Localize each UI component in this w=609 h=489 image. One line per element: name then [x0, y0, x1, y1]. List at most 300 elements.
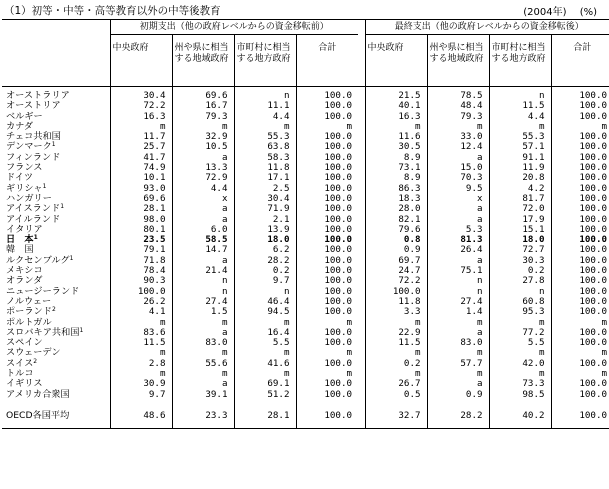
country-label: 韓 国: [6, 244, 34, 256]
cell-central: m: [110, 369, 172, 379]
cell-central-final: 21.5: [365, 91, 427, 101]
cell-regional-final: 48.4: [427, 101, 489, 111]
cell-local-final: 30.3: [489, 256, 551, 266]
cell-regional-final: 81.3: [427, 235, 489, 245]
cell-total-final: 100.0: [551, 132, 609, 142]
cell-regional: 69.6: [172, 91, 234, 101]
cell-regional-final: 15.0: [427, 163, 489, 173]
unit-label: (%): [579, 7, 597, 18]
cell-central: 69.6: [110, 194, 172, 204]
country-label: オーストラリア: [6, 90, 70, 101]
cell-central-final: 0.2: [365, 359, 427, 369]
cell-total: 100.0: [296, 163, 358, 173]
cell-local: 2.5: [234, 184, 296, 194]
table-row: [2, 101, 609, 111]
cell-total-final: 100.0: [551, 153, 609, 163]
cell-central-final: 11.5: [365, 338, 427, 348]
cell-central-final: 0.5: [365, 390, 427, 400]
cell-total-final: 100.0: [551, 91, 609, 101]
cell-total-final: 100.0: [551, 359, 609, 369]
cell-total: 100.0: [296, 204, 358, 214]
header-regional: 州や県に相当する地域政府: [172, 35, 234, 87]
header-regional-final: 州や県に相当する地域政府: [427, 35, 489, 87]
table-row: [2, 276, 609, 286]
country-label: デンマーク: [6, 141, 52, 153]
cell-total: 100.0: [296, 184, 358, 194]
cell-local-final: 4.4: [489, 112, 551, 122]
cell-regional: 21.4: [172, 266, 234, 276]
table-meta: [513, 3, 597, 18]
cell-regional: m: [172, 122, 234, 132]
cell-central: m: [110, 318, 172, 328]
cell-local: 51.2: [234, 390, 296, 400]
cell-central-final: m: [365, 369, 427, 379]
footnote-marker: 1: [60, 203, 65, 211]
table-row: [2, 256, 609, 266]
cell-regional: 23.3: [172, 404, 234, 429]
cell-central-final: 11.6: [365, 132, 427, 142]
expenditure-table: [2, 19, 609, 429]
cell-total-final: m: [551, 122, 609, 132]
cell-local: 28.2: [234, 256, 296, 266]
cell-central: 10.1: [110, 173, 172, 183]
group-final: 最終支出（他の政府レベルからの資金移転後）: [365, 20, 609, 35]
cell-total: 100.0: [296, 112, 358, 122]
cell-local-final: 72.0: [489, 204, 551, 214]
cell-total: m: [296, 318, 358, 328]
cell-regional: a: [172, 328, 234, 338]
cell-local: m: [234, 122, 296, 132]
cell-total: 100.0: [296, 142, 358, 152]
cell-local: m: [234, 318, 296, 328]
cell-total: 100.0: [296, 194, 358, 204]
table-row: [2, 318, 609, 328]
cell-local: 69.1: [234, 379, 296, 389]
cell-total-final: m: [551, 348, 609, 358]
cell-central-final: 8.9: [365, 173, 427, 183]
cell-central-final: 30.5: [365, 142, 427, 152]
cell-local-final: 42.0: [489, 359, 551, 369]
cell-total-final: 100.0: [551, 307, 609, 317]
corner-cell: [2, 20, 110, 35]
cell-total-final: 100.0: [551, 390, 609, 400]
header-central-final: 中央政府: [365, 35, 427, 87]
cell-central: 72.2: [110, 101, 172, 111]
cell-regional: a: [172, 256, 234, 266]
country-name: [2, 390, 110, 400]
cell-central: 25.7: [110, 142, 172, 152]
cell-local-final: 4.2: [489, 184, 551, 194]
cell-total-final: 100.0: [551, 215, 609, 225]
cell-central: 11.5: [110, 338, 172, 348]
cell-central-final: 8.9: [365, 153, 427, 163]
table-row: [2, 245, 609, 255]
cell-local: 71.9: [234, 204, 296, 214]
cell-central: 79.1: [110, 245, 172, 255]
cell-regional: n: [172, 276, 234, 286]
cell-local: 17.1: [234, 173, 296, 183]
cell-local: 46.4: [234, 297, 296, 307]
cell-total-final: 100.0: [551, 112, 609, 122]
cell-local-final: 15.1: [489, 225, 551, 235]
country-label: スロバキア共和国: [6, 326, 80, 338]
cell-regional: a: [172, 153, 234, 163]
cell-local-final: 95.3: [489, 307, 551, 317]
country-label: ベルギー: [6, 110, 43, 122]
cell-local-final: 91.1: [489, 153, 551, 163]
cell-regional-final: a: [427, 153, 489, 163]
country-label: トルコ: [6, 368, 34, 380]
cell-total-final: 100.0: [551, 328, 609, 338]
cell-regional: 16.7: [172, 101, 234, 111]
cell-local: 0.2: [234, 266, 296, 276]
cell-total-final: 100.0: [551, 204, 609, 214]
cell-total-final: 100.0: [551, 245, 609, 255]
cell-regional-final: m: [427, 348, 489, 358]
cell-regional-final: 75.1: [427, 266, 489, 276]
cell-total-final: 100.0: [551, 379, 609, 389]
cell-regional-final: m: [427, 122, 489, 132]
cell-total: 100.0: [296, 245, 358, 255]
cell-regional: 27.4: [172, 297, 234, 307]
cell-total: 100.0: [296, 153, 358, 163]
cell-total-final: 100.0: [551, 404, 609, 429]
country-label: アイルランド: [6, 213, 61, 225]
cell-local-final: 20.8: [489, 173, 551, 183]
cell-regional: 4.4: [172, 184, 234, 194]
cell-regional: a: [172, 379, 234, 389]
header-local-final: 市町村に相当する地方政府: [489, 35, 551, 87]
cell-regional-final: 0.9: [427, 390, 489, 400]
cell-regional-final: m: [427, 369, 489, 379]
cell-regional: a: [172, 204, 234, 214]
cell-local: 63.8: [234, 142, 296, 152]
cell-local-final: m: [489, 348, 551, 358]
cell-central-final: 24.7: [365, 266, 427, 276]
cell-local-final: 98.5: [489, 390, 551, 400]
table-row: [2, 338, 609, 348]
cell-central-final: 28.0: [365, 204, 427, 214]
cell-central-final: 72.2: [365, 276, 427, 286]
cell-total: 100.0: [296, 404, 358, 429]
country-label: アイスランド: [6, 203, 61, 215]
cell-local: 58.3: [234, 153, 296, 163]
table-row: [2, 132, 609, 142]
cell-total: 100.0: [296, 390, 358, 400]
cell-total: 100.0: [296, 215, 358, 225]
country-name: [2, 404, 110, 429]
table-row: [2, 153, 609, 163]
cell-central: 78.4: [110, 266, 172, 276]
country-label: ドイツ: [6, 172, 34, 184]
cell-total-final: m: [551, 318, 609, 328]
cell-regional-final: 78.5: [427, 91, 489, 101]
group-initial: 初期支出（他の政府レベルからの資金移転前）: [110, 20, 358, 35]
average-row: [2, 404, 609, 429]
cell-regional: m: [172, 348, 234, 358]
table-row: [2, 184, 609, 194]
cell-local: 13.9: [234, 225, 296, 235]
cell-local: m: [234, 369, 296, 379]
cell-central: 2.8: [110, 359, 172, 369]
footnote-marker: 1: [33, 234, 38, 242]
country-label: スイス: [6, 357, 34, 369]
cell-regional: a: [172, 215, 234, 225]
header-central: 中央政府: [110, 35, 172, 87]
cell-central-final: 86.3: [365, 184, 427, 194]
footnote-marker: 1: [69, 254, 74, 262]
country-label: ポルトガル: [6, 316, 52, 328]
cell-central: 71.8: [110, 256, 172, 266]
cell-regional: 10.5: [172, 142, 234, 152]
cell-central: 100.0: [110, 287, 172, 297]
cell-local: 6.2: [234, 245, 296, 255]
cell-total-final: 100.0: [551, 194, 609, 204]
cell-local-final: 73.3: [489, 379, 551, 389]
cell-regional-final: a: [427, 215, 489, 225]
cell-regional: x: [172, 194, 234, 204]
footnote-marker: 1: [79, 326, 84, 334]
cell-total: 100.0: [296, 359, 358, 369]
cell-total: 100.0: [296, 276, 358, 286]
cell-total: 100.0: [296, 173, 358, 183]
cell-local: 5.5: [234, 338, 296, 348]
cell-regional-final: x: [427, 194, 489, 204]
cell-central-final: 79.6: [365, 225, 427, 235]
cell-local: m: [234, 348, 296, 358]
cell-central-final: m: [365, 348, 427, 358]
country-label: ハンガリー: [6, 192, 52, 204]
footnote-marker: 1: [51, 141, 56, 149]
table-row: [2, 328, 609, 338]
table-row: [2, 225, 609, 235]
cell-regional-final: 26.4: [427, 245, 489, 255]
table-row: [2, 359, 609, 369]
cell-local-final: 72.7: [489, 245, 551, 255]
cell-local: 41.6: [234, 359, 296, 369]
cell-central: m: [110, 348, 172, 358]
cell-total-final: 100.0: [551, 266, 609, 276]
country-label: スペイン: [6, 337, 43, 349]
country-label: アメリカ合衆国: [6, 388, 70, 400]
cell-total: 100.0: [296, 225, 358, 235]
country-label: カナダ: [6, 120, 34, 132]
cell-total: 100.0: [296, 287, 358, 297]
cell-local-final: 77.2: [489, 328, 551, 338]
country-label: ルクセンブルグ: [6, 254, 70, 266]
cell-central-final: 32.7: [365, 404, 427, 429]
country-label: ポーランド: [6, 306, 52, 318]
cell-central-final: 22.9: [365, 328, 427, 338]
cell-local-final: m: [489, 122, 551, 132]
table-row: [2, 112, 609, 122]
table-row: [2, 215, 609, 225]
cell-regional: 55.6: [172, 359, 234, 369]
cell-local-final: n: [489, 91, 551, 101]
cell-total-final: 100.0: [551, 184, 609, 194]
cell-regional: 1.5: [172, 307, 234, 317]
country-label: オーストリア: [6, 100, 61, 112]
table-row: [2, 297, 609, 307]
country-label: フィンランド: [6, 151, 61, 163]
cell-local: 9.7: [234, 276, 296, 286]
cell-central: 48.6: [110, 404, 172, 429]
country-label: OECD各国平均: [6, 409, 70, 421]
cell-central: 80.1: [110, 225, 172, 235]
cell-total-final: 100.0: [551, 287, 609, 297]
cell-central-final: 69.7: [365, 256, 427, 266]
cell-central: 28.1: [110, 204, 172, 214]
country-label: イタリア: [6, 223, 43, 235]
cell-regional-final: 28.2: [427, 404, 489, 429]
cell-local-final: 27.8: [489, 276, 551, 286]
cell-local-final: 11.5: [489, 101, 551, 111]
cell-total-final: 100.0: [551, 297, 609, 307]
cell-regional: m: [172, 318, 234, 328]
cell-central: 4.1: [110, 307, 172, 317]
cell-local-final: 40.2: [489, 404, 551, 429]
cell-central-final: 0.8: [365, 235, 427, 245]
cell-regional: 83.0: [172, 338, 234, 348]
cell-total: 100.0: [296, 101, 358, 111]
cell-local-final: 81.7: [489, 194, 551, 204]
cell-local: 28.1: [234, 404, 296, 429]
country-label: フランス: [6, 162, 43, 174]
cell-total-final: 100.0: [551, 101, 609, 111]
table-row: [2, 122, 609, 132]
footnote-marker: 2: [51, 306, 56, 314]
table-row: [2, 369, 609, 379]
cell-regional-final: a: [427, 328, 489, 338]
country-label: オランダ: [6, 275, 43, 287]
table-row: [2, 91, 609, 101]
cell-regional-final: 57.7: [427, 359, 489, 369]
footnote-marker: 1: [42, 182, 47, 190]
cell-local-final: n: [489, 287, 551, 297]
table-row: [2, 390, 609, 400]
table-row: [2, 235, 609, 245]
cell-total: m: [296, 122, 358, 132]
cell-local-final: 55.3: [489, 132, 551, 142]
cell-central: 74.9: [110, 163, 172, 173]
cell-regional-final: 12.4: [427, 142, 489, 152]
cell-central: 11.7: [110, 132, 172, 142]
cell-total-final: 100.0: [551, 163, 609, 173]
table-row: [2, 194, 609, 204]
cell-local: 16.4: [234, 328, 296, 338]
cell-local: 94.5: [234, 307, 296, 317]
country-label: スウェーデン: [6, 347, 61, 359]
cell-regional: 14.7: [172, 245, 234, 255]
cell-regional-final: n: [427, 287, 489, 297]
cell-total-final: 100.0: [551, 256, 609, 266]
cell-central: 98.0: [110, 215, 172, 225]
cell-central: 9.7: [110, 390, 172, 400]
cell-regional-final: 27.4: [427, 297, 489, 307]
cell-central: 16.3: [110, 112, 172, 122]
cell-local-final: 60.8: [489, 297, 551, 307]
cell-central: 41.7: [110, 153, 172, 163]
cell-central-final: 40.1: [365, 101, 427, 111]
cell-local: n: [234, 287, 296, 297]
cell-local: 30.4: [234, 194, 296, 204]
cell-central: 93.0: [110, 184, 172, 194]
cell-local-final: 17.9: [489, 215, 551, 225]
cell-total: 100.0: [296, 328, 358, 338]
cell-central-final: m: [365, 318, 427, 328]
header-total: 合計: [296, 35, 358, 87]
country-label: ノルウェー: [6, 295, 52, 307]
footnote-marker: 2: [33, 357, 38, 365]
cell-regional-final: 79.3: [427, 112, 489, 122]
cell-regional-final: a: [427, 379, 489, 389]
cell-central-final: m: [365, 122, 427, 132]
header-local: 市町村に相当する地方政府: [234, 35, 296, 87]
cell-local-final: 0.2: [489, 266, 551, 276]
cell-local: 4.4: [234, 112, 296, 122]
cell-total: 100.0: [296, 235, 358, 245]
cell-central-final: 16.3: [365, 112, 427, 122]
country-label: 日 本: [6, 234, 34, 246]
table-row: [2, 163, 609, 173]
cell-central-final: 82.1: [365, 215, 427, 225]
cell-local: 11.1: [234, 101, 296, 111]
cell-local-final: m: [489, 369, 551, 379]
cell-total-final: 100.0: [551, 173, 609, 183]
table-row: [2, 348, 609, 358]
cell-regional: 58.5: [172, 235, 234, 245]
table-row: [2, 287, 609, 297]
country-label: チェコ共和国: [6, 131, 61, 143]
cell-regional-final: n: [427, 276, 489, 286]
cell-local: n: [234, 91, 296, 101]
cell-local-final: 5.5: [489, 338, 551, 348]
cell-regional-final: a: [427, 204, 489, 214]
cell-central-final: 100.0: [365, 287, 427, 297]
cell-local: 55.3: [234, 132, 296, 142]
cell-central: 23.5: [110, 235, 172, 245]
table-row: [2, 379, 609, 389]
cell-local-final: 57.1: [489, 142, 551, 152]
country-label: ギリシャ: [6, 182, 43, 194]
cell-regional: 39.1: [172, 390, 234, 400]
cell-local-final: 18.0: [489, 235, 551, 245]
cell-local: 11.8: [234, 163, 296, 173]
cell-central: 83.6: [110, 328, 172, 338]
cell-total: 100.0: [296, 91, 358, 101]
cell-regional: 79.3: [172, 112, 234, 122]
cell-central-final: 73.1: [365, 163, 427, 173]
table-row: [2, 142, 609, 152]
cell-regional-final: 70.3: [427, 173, 489, 183]
cell-total: 100.0: [296, 297, 358, 307]
cell-regional: 13.3: [172, 163, 234, 173]
cell-regional-final: m: [427, 318, 489, 328]
cell-total: 100.0: [296, 256, 358, 266]
table-row: [2, 204, 609, 214]
header-total-final: 合計: [551, 35, 609, 87]
cell-total: m: [296, 348, 358, 358]
cell-central-final: 3.3: [365, 307, 427, 317]
cell-total-final: 100.0: [551, 142, 609, 152]
cell-central: 30.4: [110, 91, 172, 101]
cell-total: 100.0: [296, 307, 358, 317]
cell-total: 100.0: [296, 379, 358, 389]
table-row: [2, 307, 609, 317]
cell-total-final: 100.0: [551, 235, 609, 245]
country-label: イギリス: [6, 378, 43, 390]
cell-total-final: 100.0: [551, 338, 609, 348]
